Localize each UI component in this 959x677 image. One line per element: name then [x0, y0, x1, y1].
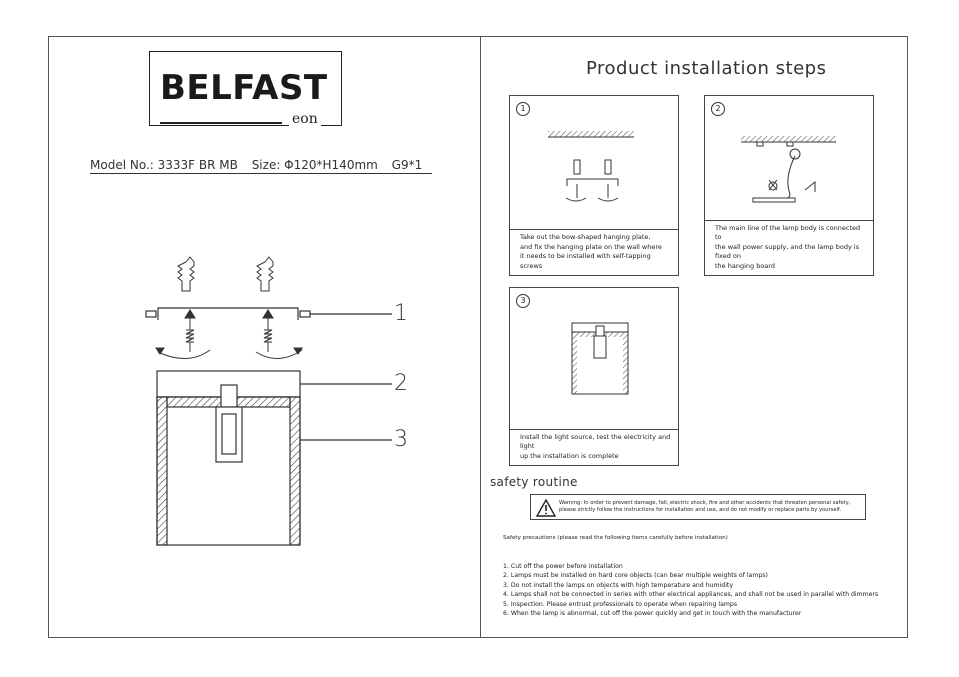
- step-panel-2: [704, 95, 874, 276]
- precautions-list: [503, 562, 878, 618]
- brand-sub: eon: [289, 111, 321, 127]
- step-caption: [705, 220, 873, 276]
- part-label-1: 1: [394, 301, 408, 326]
- screw-right: [256, 310, 302, 359]
- lamp-canopy: [157, 371, 392, 397]
- step-2-illustration: [705, 96, 875, 236]
- caption-line: the hanging board: [715, 261, 775, 270]
- wall-anchor-left: [178, 257, 194, 291]
- list-item: 2. Lamps must be installed on hard core objects (can bear multiple weights of lamps): [503, 572, 768, 580]
- wall-anchor-right: [257, 257, 273, 291]
- step-caption: [510, 429, 678, 466]
- step-3-illustration: [510, 288, 680, 428]
- list-item: 6. When the lamp is abnormal, cut off the power quickly and get in touch with the manufacturer: [503, 610, 802, 618]
- caption-line: it needs to be installed with self-tapping screws: [520, 252, 651, 270]
- warning-box: [530, 494, 866, 520]
- caption-line: the wall power supply, and the lamp body is fixed on: [715, 242, 860, 260]
- warning-text: Warning: In order to prevent damage, fall, electric shock, fire and other accidents that threaten personal safety, please strictly follow the instructions for installation and use, and do not modify or replace parts by yourself.: [559, 500, 851, 513]
- step-panel-3: [509, 287, 679, 466]
- brand-name: BELFAST: [160, 68, 328, 108]
- list-item: 3. Do not install the lamps on objects with high temperature and humidity: [503, 581, 734, 589]
- list-item: 4. Lamps shall not be connected in series with other electrical appliances, and shall not be used in parallel with dimmers: [503, 591, 879, 599]
- warning-icon: [536, 499, 556, 517]
- step-number: 3: [516, 294, 530, 308]
- caption-line: up the installation is complete: [520, 451, 619, 460]
- installation-title: Product installation steps: [586, 58, 827, 79]
- list-item: 5. Inspection. Please entrust professionals to operate when repairing lamps: [503, 600, 738, 608]
- caption-line: Take out the bow-shaped hanging plate,: [520, 233, 651, 241]
- safety-title: safety routine: [490, 475, 578, 489]
- caption-line: Install the light source, test the electricity and light: [520, 432, 671, 450]
- caption-line: and fix the hanging plate on the wall where: [520, 242, 662, 251]
- step-number: 2: [711, 102, 725, 116]
- model-number: Model No.: 3333F BR MB: [90, 158, 238, 172]
- model-size: Size: Φ120*H140mm: [251, 158, 378, 172]
- step-1-illustration: [510, 96, 680, 236]
- step-panel-1: [509, 95, 679, 276]
- model-bulb: G9*1: [391, 158, 423, 172]
- precautions-heading: Safety precautions (please read the following items carefully before installation): [503, 535, 728, 541]
- step-number: 1: [516, 102, 530, 116]
- list-item: 1. Cut off the power before installation: [503, 563, 623, 570]
- part-label-2: 2: [394, 371, 408, 396]
- part-label-3: 3: [394, 427, 408, 452]
- lamp-body: [157, 397, 392, 545]
- caption-line: The main line of the lamp body is connected to: [715, 223, 861, 241]
- screw-left: [156, 310, 210, 359]
- step-caption: [510, 229, 678, 275]
